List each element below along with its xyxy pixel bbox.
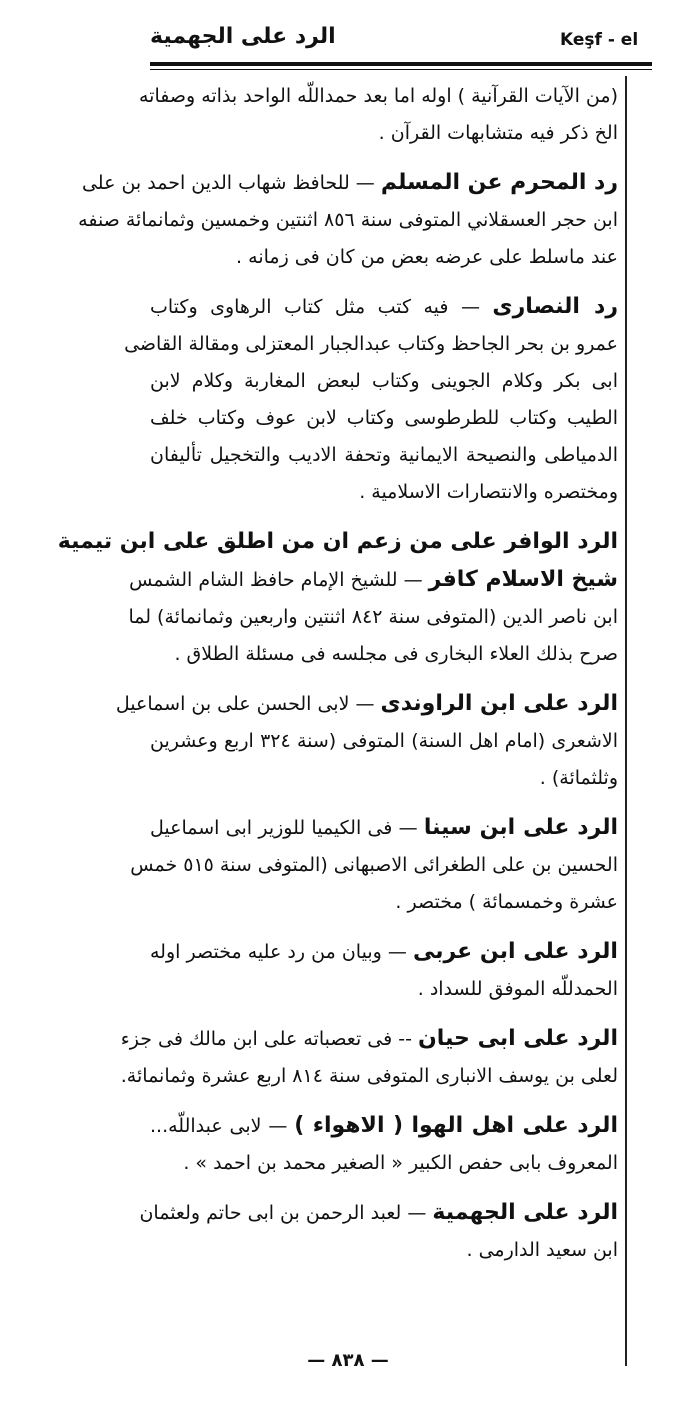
entry-first-line [115,685,618,723]
entry-title: الرد على الجهمية [432,1200,618,1225]
page-number: — ٨٣٨ — [307,1350,389,1371]
page-header [150,18,652,62]
entry-first-line [150,288,618,326]
entry-title-line [57,523,618,561]
entry-first-line [120,1020,618,1058]
entry-title-continued: شيخ الاسلام كافر [428,567,618,592]
entry-title: رد المحرم عن المسلم [380,170,618,195]
entry-line: — لعبد الرحمن بن ابى حاتم ولعثمان [139,1202,427,1224]
entry-line: الخ ذكر فيه متشابهات القرآن . [378,122,618,144]
entry-line: (من الآيات القرآنية ) اوله اما بعد حمداللّه الواحد بذاته وصفاته [138,85,618,107]
catchword: Keşf - el [560,30,639,50]
entry [139,1194,618,1269]
entry-title: الرد على ابن سينا [423,815,618,840]
entry-line: — لابى عبداللّه... [150,1115,288,1137]
entry [150,933,618,1008]
entry-line: الطيب وكتاب للطرطوسى وكتاب لابن عوف وكتاب خلف [150,407,618,429]
entry [130,809,618,921]
entry-line: ابى بكر وكلام الجوينى وكتاب لبعض المغاربة وكلام لابن [150,370,618,392]
margin-rule [625,76,627,1366]
entry-title: الرد على ابى حيان [418,1026,618,1051]
entry-second-line [129,561,618,599]
entry-first-line [139,1194,618,1232]
entry-line: ومختصره والانتصارات الاسلامية . [359,481,618,503]
entry-line: — لابى الحسن على بن اسماعيل [115,693,375,715]
entry-line: — للحافظ شهاب الدين احمد بن على [81,172,375,194]
entry-line: — للشيخ الإمام حافظ الشام الشمس [129,569,423,591]
entry-line: الحسين بن على الطغرائى الاصبهانى (المتوفى سنة ٥١٥ خمس [130,854,618,876]
entry-line: عند ماسلط على عرضه بعض من كان فى زمانه . [236,246,618,268]
entry [120,1020,618,1095]
running-title: الرد على الجهمية [150,24,336,49]
entry-line: -- فى تعصباته على ابن مالك فى جزء [120,1028,412,1050]
entry-line: عمرو بن بحر الجاحظ وكتاب عبدالجبار المعتزلى ومقالة القاضى [124,333,618,355]
entry-line: ابن حجر العسقلاني المتوفى سنة ٨٥٦ اثنتين وخمسين وثمانمائة صنفه [78,209,618,231]
entry [124,288,618,511]
entry-line: عشرة وخمسمائة ) مختصر . [395,891,618,913]
entry-title: الرد على اهل الهوا ( الاهواء ) [294,1113,618,1138]
header-rule [150,62,652,66]
entry [57,523,618,673]
header-rule-thin [150,69,652,70]
entry [78,164,618,276]
page-body [57,78,618,1281]
entry-first-line [150,933,618,971]
entry-line: ابن ناصر الدين (المتوفى سنة ٨٤٢ اثنتين واربعين وثمانمائة) لما [128,606,618,628]
entry-line: وثلثمائة) . [539,767,618,789]
entry [150,1107,618,1182]
entry-line: — وبيان من رد عليه مختصر اوله [150,941,407,963]
entry-line: الحمدللّه الموفق للسداد . [417,978,618,1000]
entry-line: ابن سعيد الدارمى . [466,1239,618,1261]
entry-line: — فى الكيميا للوزير ابى اسماعيل [150,817,418,839]
entry-line: الدمياطى والنصيحة الايمانية وتحفة الاديب والتخجيل تأليفان [150,444,618,466]
entry [115,685,618,797]
entry-title: رد النصارى [492,294,618,319]
entry-title: الرد على ابن عربى [412,939,618,964]
entry-line: الاشعرى (امام اهل السنة) المتوفى (سنة ٣٢٤ اربع وعشرين [150,730,618,752]
entry-title: الرد الوافر على من زعم ان من اطلق على ابن تيمية [57,529,618,554]
entry-line: صرح بذلك العلاء البخارى فى مجلسه فى مسئلة الطلاق . [174,643,618,665]
entry-line: لعلى بن يوسف الانبارى المتوفى سنة ٨١٤ اربع عشرة وثمانمائة. [120,1065,618,1087]
entry-first-line [150,809,618,847]
entry-first-line [150,1107,618,1145]
entry-line: — فيه كتب مثل كتاب الرهاوى وكتاب [150,296,480,318]
entry-first-line [81,164,618,202]
entry-title: الرد على ابن الراوندى [380,691,618,716]
entry [138,78,618,152]
entry-line: المعروف بابى حفص الكبير « الصغير محمد بن احمد » . [183,1152,618,1174]
